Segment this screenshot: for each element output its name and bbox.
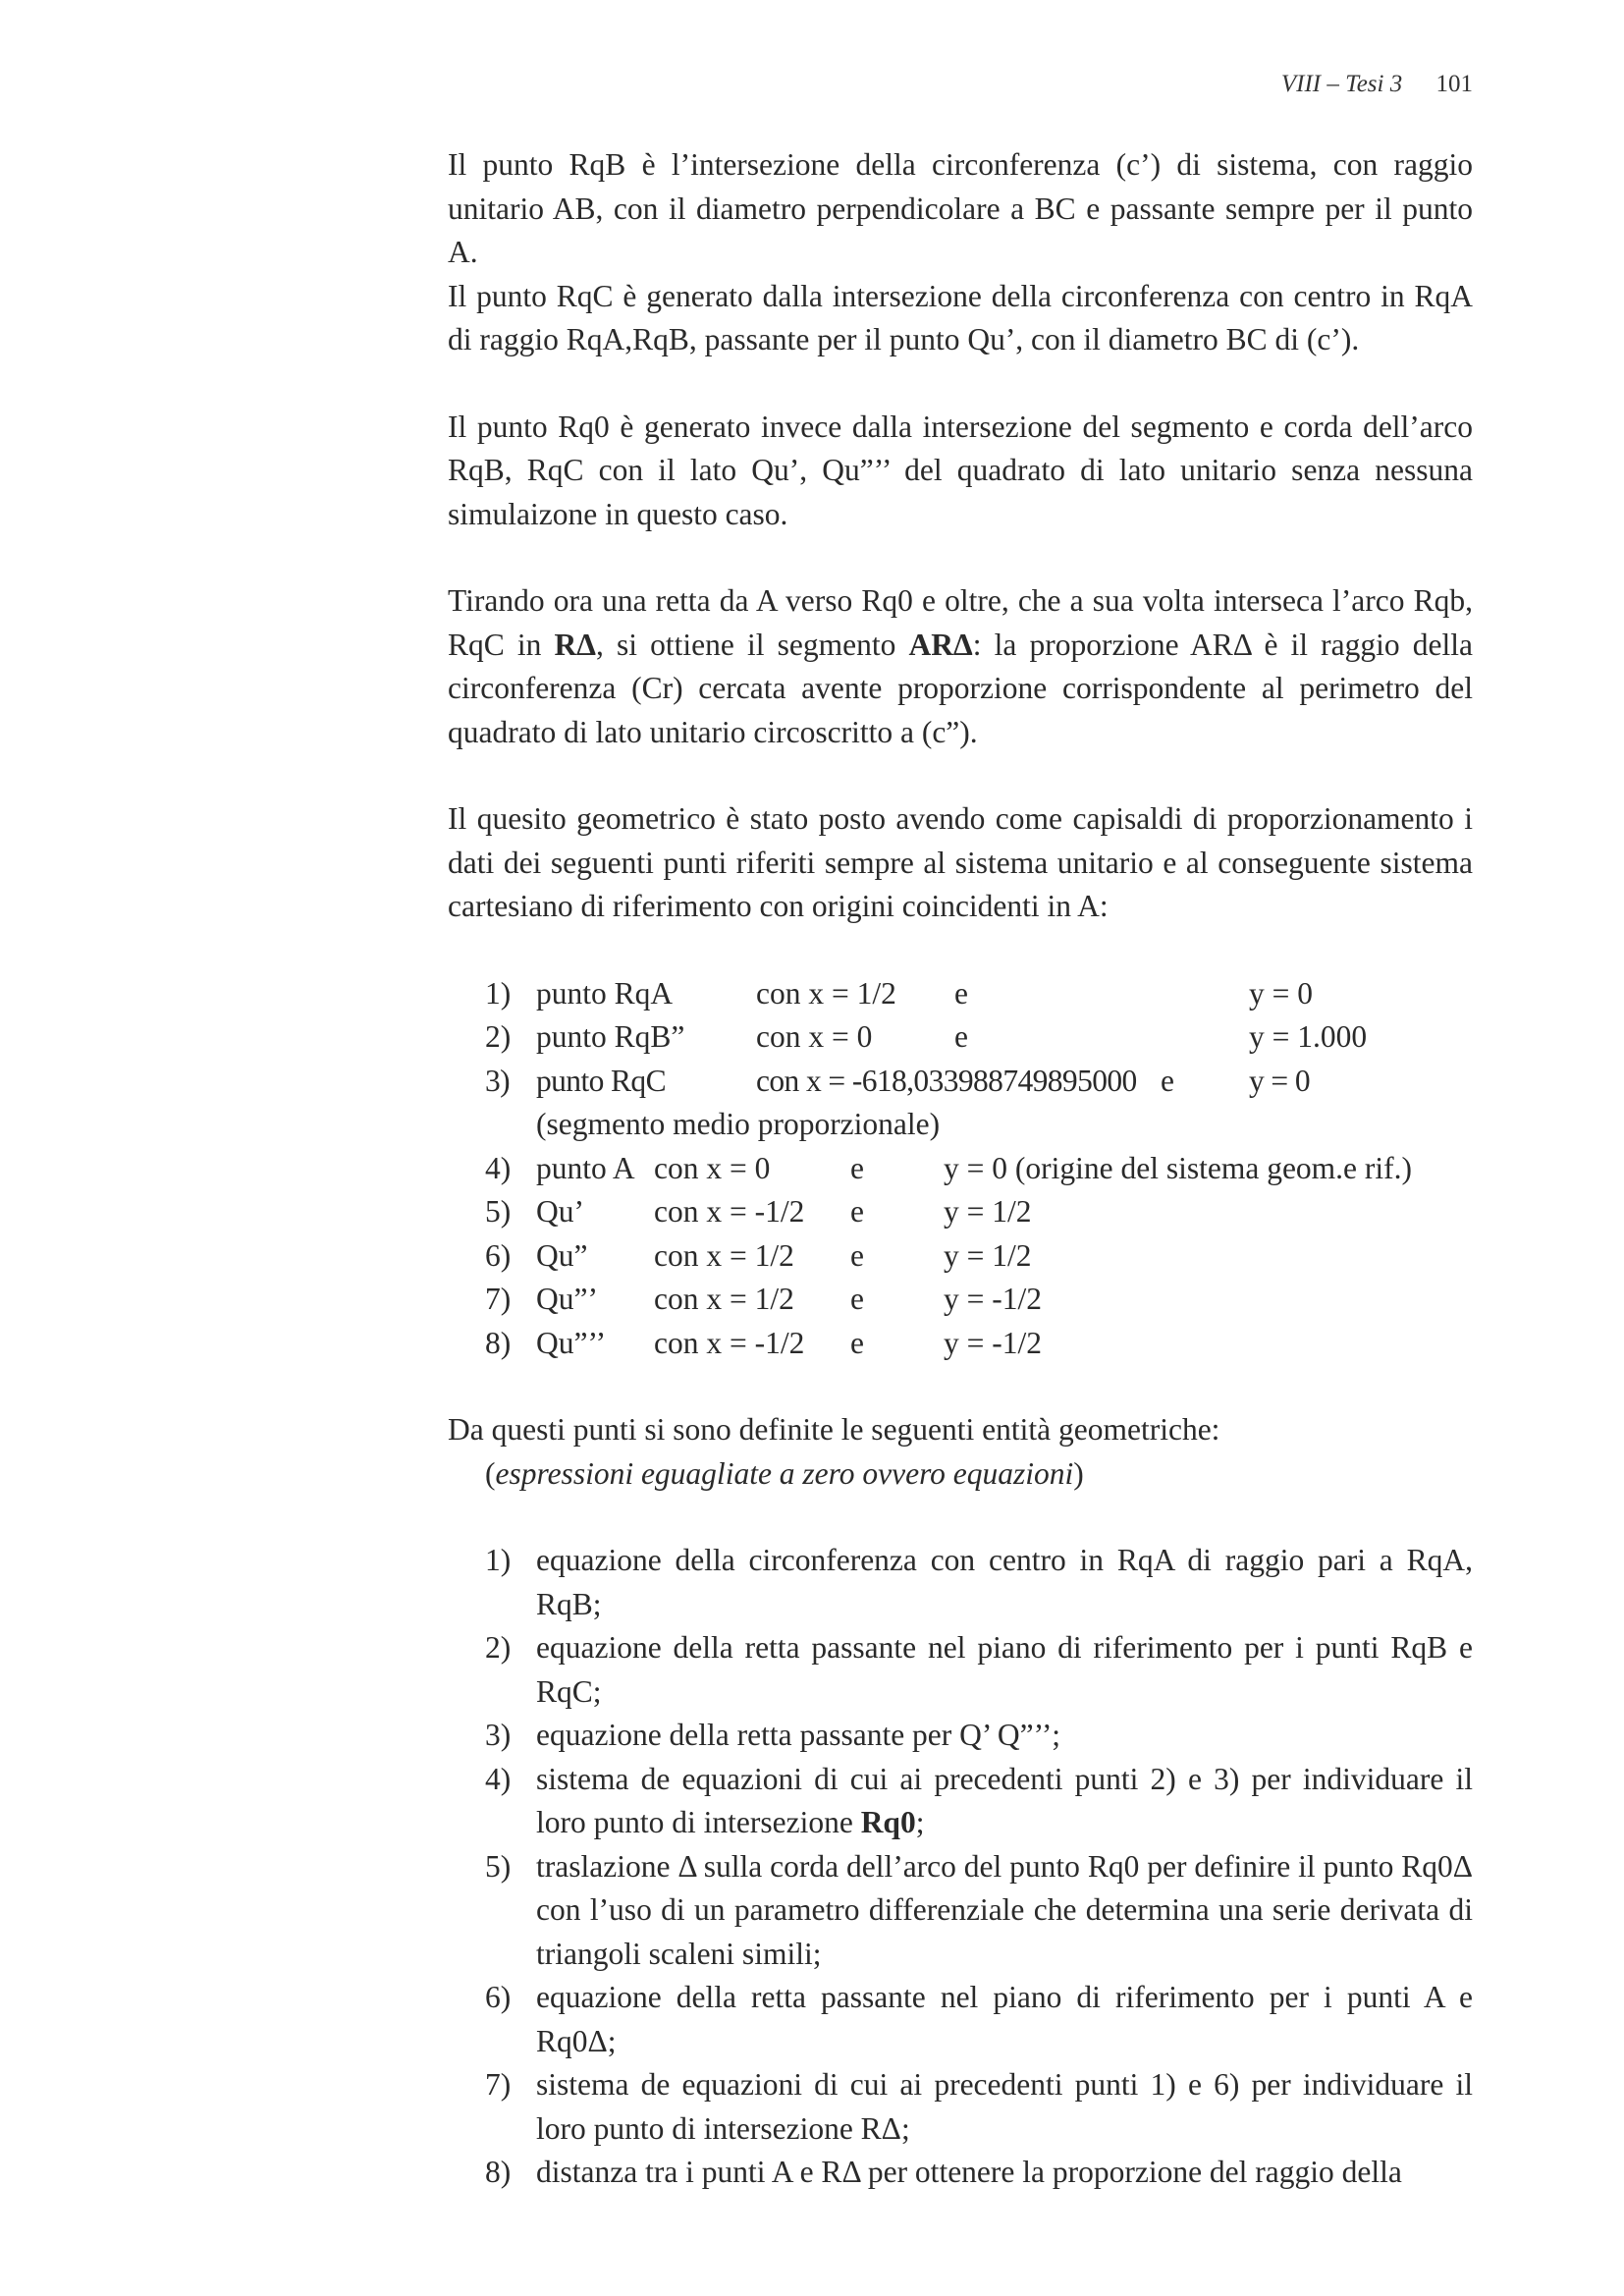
entities-note: (espressioni eguagliate a zero ovvero equazioni) [485,1455,1084,1491]
list-item: 5) traslazione Δ sulla corda dell’arco del punto Rq0 per definire il punto Rq0Δ con l’uso di un parametro differenziale che determina una serie derivata di triangoli scaleni simili; [485,1848,1473,1971]
p4-text-c: , si ottiene il segmento [596,627,909,662]
point-row: 1) punto RqA con x = 1/2 e y = 0 [485,975,1314,1011]
point-row: 2) punto RqB” con x = 0 e y = 1.000 [485,1019,1368,1054]
list-item: 1) equazione della circonferenza con centro in RqA di raggio pari a RqA, RqB; [485,1543,1473,1621]
p4-bold-r-delta: RΔ [554,627,597,662]
point-row: 7) Qu”’ con x = 1/2 e y = -1/2 [485,1282,1043,1316]
list-item: 3) equazione della retta passante per Q’ Q”’’; [485,1718,1061,1752]
point-row: 5) Qu’ con x = -1/2 e y = 1/2 [485,1194,1032,1229]
paragraph-2: Il punto RqC è generato dalla intersezione della circonferenza con centro in RqA di raggio RqA,RqB, passante per il punto Qu’, con il diametro BC di (c’). [448,278,1473,356]
paragraph-1: Il punto RqB è l’intersezione della circonferenza (c’) di sistema, con raggio unitario AB, con il diametro perpendicolare a BC e passante sempre per il punto A. [448,147,1473,269]
entities-intro: Da questi punti si sono definite le seguenti entità geometriche: [448,1412,1220,1447]
paragraph-4 [448,579,1473,754]
point-row: 8) Qu”’’ con x = -1/2 e y = -1/2 [485,1325,1043,1360]
page-number: 101 [1435,71,1473,97]
list-item: 8) distanza tra i punti A e RΔ per ottenere la proporzione del raggio della [485,2155,1402,2189]
point-note: (segmento medio proporzionale) [536,1107,941,1141]
p4-text-a: Tirando ora una retta da A verso Rq0 e oltre, che a sua volta interseca l’arco Rqb, RqC in [448,583,1473,662]
entities-list [448,1539,1473,2195]
p4-bold-ar-delta: ARΔ [908,627,973,662]
p4-text-d: : la proporzione ARΔ è il raggio della circonferenza (Cr) cercata avente proporzione corrispondente al perimetro del quadrato di lato unitario circoscritto a (c”). [448,627,1473,749]
points-list [448,972,1473,1366]
point-row: 3) punto RqC con x = -618,033988749895000 e y = 0 [485,1063,1311,1098]
list-item: 6) equazione della retta passante nel piano di riferimento per i punti A e Rq0Δ; [485,1980,1473,2058]
list-item: 2) equazione della retta passante nel piano di riferimento per i punti RqB e RqC; [485,1630,1473,1709]
header-section: VIII – Tesi 3 [1280,71,1403,97]
page-body [448,143,1473,2195]
point-row: 4) punto A con x = 0 e y = 0 (origine del sistema geom.e rif.) [485,1150,1413,1185]
point-row: 6) Qu” con x = 1/2 e y = 1/2 [485,1237,1032,1273]
paragraph-5: Il quesito geometrico è stato posto avendo come capisaldi di proporzionamento i dati dei seguenti punti riferiti sempre al sistema unitario e al conseguente sistema cartesiano di riferimento con origini coincidenti in A: [448,801,1473,923]
paragraph-3: Il punto Rq0 è generato invece dalla intersezione del segmento e corda dell’arco RqB, RqC con il lato Qu’, Qu”’’ del quadrato di lato unitario senza nessuna simulaizone in questo caso. [448,409,1473,531]
list-item: 4) sistema de equazioni di cui ai precedenti punti 2) e 3) per individuare il loro punto di intersezione Rq0; [485,1761,1473,1839]
running-header [1281,71,1473,98]
list-item: 7) sistema de equazioni di cui ai precedenti punti 1) e 6) per individuare il loro punto di intersezione RΔ; [485,2067,1473,2146]
